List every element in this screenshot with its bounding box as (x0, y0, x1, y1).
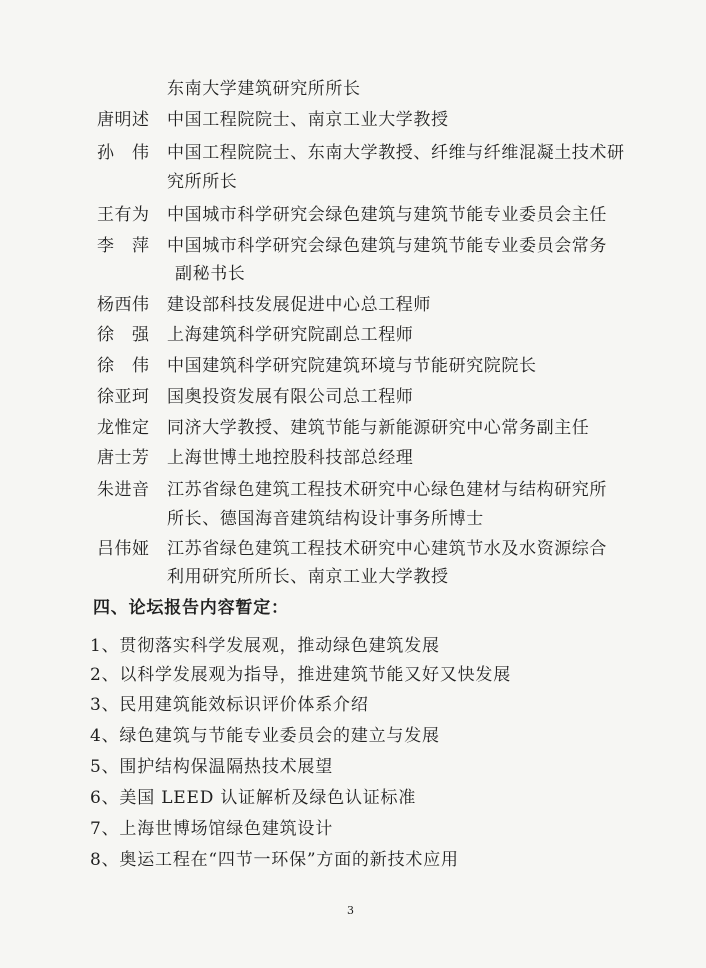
member-name: 孙 伟 (97, 143, 150, 163)
topic-item: 5、围护结构保温隔热技术展望 (90, 757, 334, 777)
member-title: 中国工程院院士、东南大学教授、纤维与纤维混凝土技术研 (167, 143, 625, 163)
topic-item: 7、上海世博场馆绿色建筑设计 (90, 819, 334, 839)
member-name: 唐明述 (97, 110, 150, 130)
member-name: 徐 伟 (97, 356, 150, 376)
member-title: 国奥投资发展有限公司总工程师 (167, 387, 414, 407)
member-name: 徐 强 (97, 325, 150, 345)
member-title: 中国城市科学研究会绿色建筑与建筑节能专业委员会常务 (167, 236, 607, 256)
member-title-cont: 究所所长 (167, 172, 238, 192)
member-name: 杨西伟 (97, 295, 150, 315)
member-title-cont: 所长、德国海音建筑结构设计事务所博士 (167, 509, 484, 529)
topic-item: 6、美国 LEED 认证解析及绿色认证标准 (90, 788, 417, 808)
member-title: 建设部科技发展促进中心总工程师 (167, 295, 431, 315)
member-title: 江苏省绿色建筑工程技术研究中心建筑节水及水资源综合 (167, 539, 607, 559)
member-title: 上海世博土地控股科技部总经理 (167, 448, 414, 468)
page-number: 3 (347, 904, 354, 917)
member-title: 中国建筑科学研究院建筑环境与节能研究院院长 (167, 356, 537, 376)
member-title: 上海建筑科学研究院副总工程师 (167, 325, 414, 345)
member-title-cont: 利用研究所所长、南京工业大学教授 (167, 567, 449, 587)
section-heading: 四、论坛报告内容暂定： (93, 598, 289, 618)
topic-item: 3、民用建筑能效标识评价体系介绍 (90, 695, 369, 715)
member-name: 唐士芳 (97, 448, 150, 468)
topic-item: 4、绿色建筑与节能专业委员会的建立与发展 (90, 726, 440, 746)
member-name: 龙惟定 (97, 418, 150, 438)
member-name: 朱进音 (97, 480, 150, 500)
member-title: 江苏省绿色建筑工程技术研究中心绿色建材与结构研究所 (167, 480, 607, 500)
continuation-line: 东南大学建筑研究所所长 (167, 79, 361, 99)
topic-item: 1、贯彻落实科学发展观，推动绿色建筑发展 (90, 636, 440, 656)
topic-item: 2、以科学发展观为指导，推进建筑节能又好又快发展 (90, 665, 512, 685)
member-name: 李 萍 (97, 236, 150, 256)
member-name: 王有为 (97, 205, 150, 225)
member-title: 中国工程院院士、南京工业大学教授 (167, 110, 449, 130)
topic-item: 8、奥运工程在“四节一环保”方面的新技术应用 (90, 850, 459, 870)
member-title: 同济大学教授、建筑节能与新能源研究中心常务副主任 (167, 418, 590, 438)
member-title-cont: 副秘书长 (175, 264, 246, 284)
member-name: 徐亚珂 (97, 387, 150, 407)
member-name: 吕伟娅 (97, 539, 150, 559)
member-title: 中国城市科学研究会绿色建筑与建筑节能专业委员会主任 (167, 205, 607, 225)
